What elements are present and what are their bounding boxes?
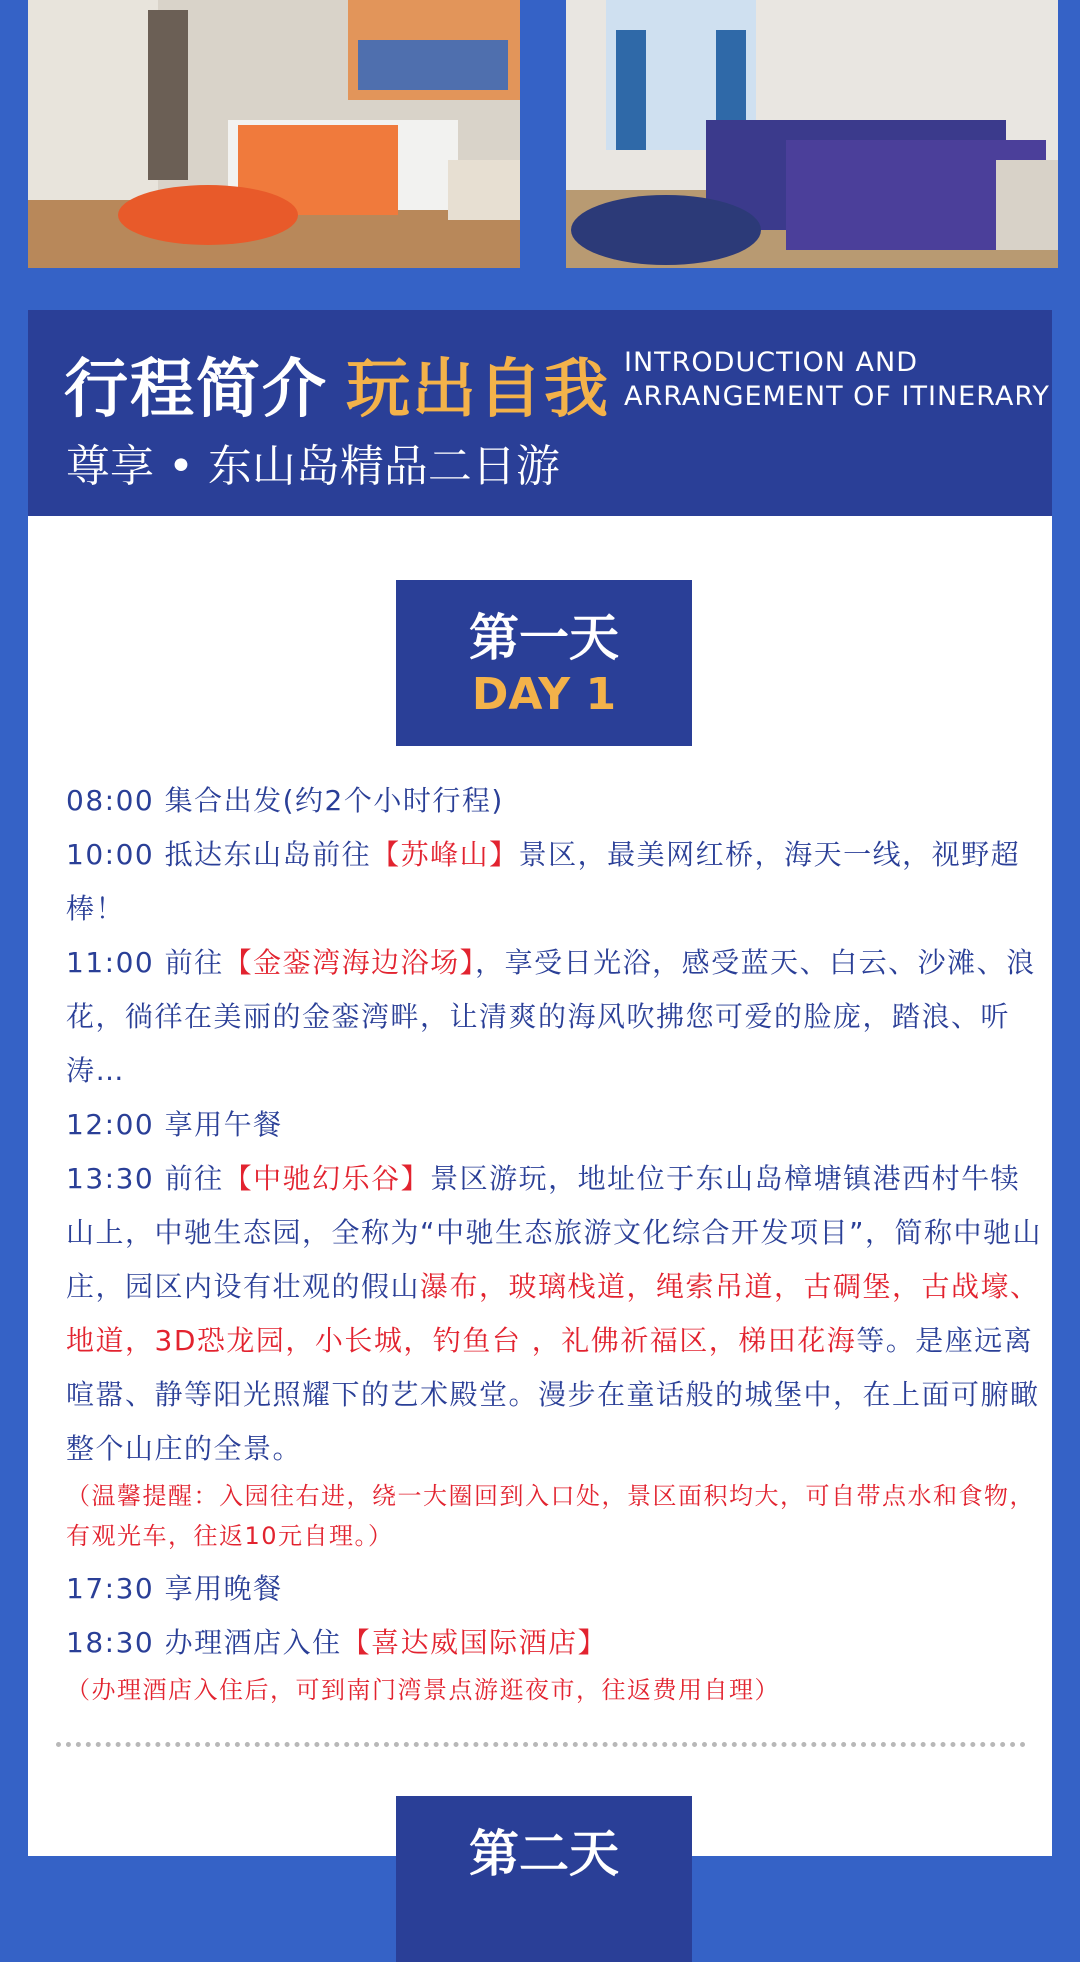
itinerary-header: [28, 310, 1052, 516]
hotel-room-photo-right: [566, 0, 1058, 268]
itinerary-item-1830: 18:30 办理酒店入住【喜达威国际酒店】: [66, 1626, 608, 1659]
itinerary-item-1200: 12:00 享用午餐: [66, 1108, 283, 1141]
highlight-zhongchi: 【中驰幻乐谷】: [223, 1162, 431, 1195]
itinerary-item-1000: 10:00 抵达东山岛前往【苏峰山】景区，最美网红桥，海天一线，视野超棒！: [66, 838, 1021, 925]
highlight-hotel: 【喜达威国际酒店】: [341, 1626, 608, 1659]
highlight-jinluanwan: 【金銮湾海边浴场】: [223, 946, 476, 979]
itinerary-item-1100: 11:00 前往【金銮湾海边浴场】，享受日光浴，感受蓝天、白云、沙滩、浪花，徜徉在美丽的金銮湾畔，让清爽的海风吹拂您可爱的脸庞，踏浪、听涛…: [66, 946, 1036, 1087]
day2-label-cn: 第二天: [469, 1825, 619, 1883]
day1-label-cn: 第一天: [469, 609, 619, 667]
itinerary-item-1730: 17:30 享用晚餐: [66, 1572, 283, 1605]
title-en-line2: ARRANGEMENT OF ITINERARY: [624, 381, 1050, 412]
day1-badge: [396, 580, 692, 746]
section-title: [64, 338, 610, 430]
dotted-divider: [56, 1742, 1026, 1747]
highlight-attractions: 瀑布，玻璃栈道，绳索吊道，古碉堡，古战壕、地道，3D恐龙园，小长城，钓鱼台 ，礼佛祈福区，梯田花海: [66, 1270, 1040, 1357]
day1-itinerary: [66, 774, 1042, 1716]
title-highlight: 玩出自我: [346, 353, 610, 427]
highlight-sufengshan: 【苏峰山】: [371, 838, 519, 871]
park-tip-note: （温馨提醒：入园往右进，绕一大圈回到入口处，景区面积均大，可自带点水和食物，有观光车，往返10元自理。）: [66, 1482, 1035, 1550]
hotel-room-photo-left: [28, 0, 520, 268]
hotel-tip-note: （办理酒店入住后，可到南门湾景点游逛夜市，往返费用自理）: [66, 1676, 780, 1704]
itinerary-item-1330: 13:30 前往【中驰幻乐谷】景区游玩，地址位于东山岛樟塘镇港西村牛犊山上，中驰生态园，全称为“中驰生态旅游文化综合开发项目”，简称中驰山庄，园区内设有壮观的假山瀑布，玻璃栈道，绳索吊道，古碉堡，古战壕、地道，3D恐龙园，小长城，钓鱼台 ，礼佛祈福区，梯田花海等。是座远离喧嚣、静等阳光照耀下的艺术殿堂。漫步在童话般的城堡中，在上面可腑瞰整个山庄的全景。: [66, 1162, 1043, 1465]
title-en-line1: INTRODUCTION AND: [624, 347, 919, 378]
title-en: [624, 346, 1050, 414]
itinerary-content: [28, 516, 1052, 1883]
tour-subtitle: 尊享 • 东山岛精品二日游: [66, 441, 560, 492]
title-cn: 行程简介: [64, 353, 328, 427]
day1-label-en: DAY 1: [471, 669, 617, 720]
itinerary-item-0800: 08:00 集合出发(约2个小时行程): [66, 784, 504, 817]
day2-badge: [396, 1796, 692, 1962]
